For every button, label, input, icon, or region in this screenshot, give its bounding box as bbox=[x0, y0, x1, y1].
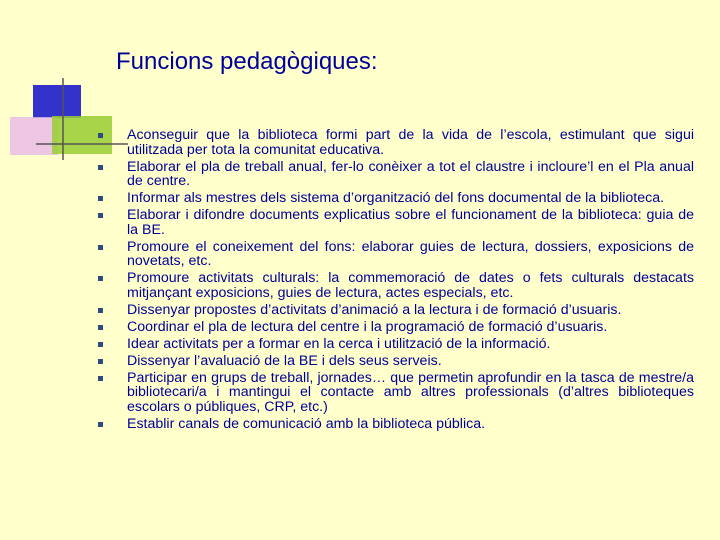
bullet-square-icon bbox=[98, 376, 103, 381]
bullet-list bbox=[98, 128, 694, 434]
list-item bbox=[98, 354, 694, 369]
list-item bbox=[98, 417, 694, 432]
bullet-square-icon bbox=[98, 342, 103, 347]
list-item-text: Dissenyar propostes d’activitats d’animació a la lectura i de formació d’usuaris. bbox=[127, 301, 622, 318]
list-item-text: Informar als mestres dels sistema d’organització del fons documental de la biblioteca. bbox=[127, 190, 665, 207]
list-item bbox=[98, 208, 694, 237]
list-item-text: Elaborar el pla de treball anual, fer-lo conèixer a tot el claustre i incloure’l en el Pla anual de centre. bbox=[127, 158, 694, 190]
list-item bbox=[98, 160, 694, 189]
list-item-text: Participar en grups de treball, jornades… que permetin aprofundir en la tasca de mestre/a bibliotecari/a i mantingui el contacte amb altres professionals (d’altres biblioteques escolars o públiques, CRP, etc.) bbox=[127, 369, 694, 415]
list-item bbox=[98, 128, 694, 157]
list-item bbox=[98, 337, 694, 352]
list-item bbox=[98, 303, 694, 318]
list-item-text: Aconseguir que la biblioteca formi part de la vida de l’escola, estimulant que sigui utilitzada per tota la comunitat educativa. bbox=[127, 127, 694, 158]
bullet-square-icon bbox=[98, 308, 103, 313]
bullet-square-icon bbox=[98, 245, 103, 250]
bullet-square-icon bbox=[98, 325, 103, 330]
bullet-square-icon bbox=[98, 196, 103, 201]
list-item-text: Promoure activitats culturals: la commemoració de dates o fets culturals destacats mitjançant exposicions, guies de lectura, actes especials, etc. bbox=[127, 270, 694, 301]
bullet-square-icon bbox=[98, 276, 103, 281]
bullet-square-icon bbox=[98, 359, 103, 364]
list-item bbox=[98, 371, 694, 415]
bullet-square-icon bbox=[98, 133, 103, 138]
list-item bbox=[98, 191, 694, 206]
list-item bbox=[98, 320, 694, 335]
list-item-text: Dissenyar l’avaluació de la BE i dels seus serveis. bbox=[127, 352, 442, 369]
bullet-square-icon bbox=[98, 422, 103, 427]
bullet-square-icon bbox=[98, 213, 103, 218]
list-item-text: Idear activitats per a formar en la cerca i utilització de la informació. bbox=[127, 335, 551, 352]
list-item bbox=[98, 271, 694, 300]
slide-title: Funcions pedagògiques: bbox=[116, 48, 378, 75]
list-item-text: Promoure el coneixement del fons: elaborar guies de lectura, dossiers, exposicions de novetats, etc. bbox=[127, 238, 694, 270]
list-item-text: Coordinar el pla de lectura del centre i la programació de formació d’usuaris. bbox=[127, 318, 608, 335]
list-item bbox=[98, 240, 694, 269]
list-item-text: Establir canals de comunicació amb la biblioteca pública. bbox=[127, 415, 486, 432]
blue-square bbox=[33, 85, 81, 118]
bullet-square-icon bbox=[98, 165, 103, 170]
pink-gradient-square bbox=[10, 117, 58, 155]
list-item-text: Elaborar i difondre documents explicatius sobre el funcionament de la biblioteca: guia de la BE. bbox=[127, 207, 694, 238]
